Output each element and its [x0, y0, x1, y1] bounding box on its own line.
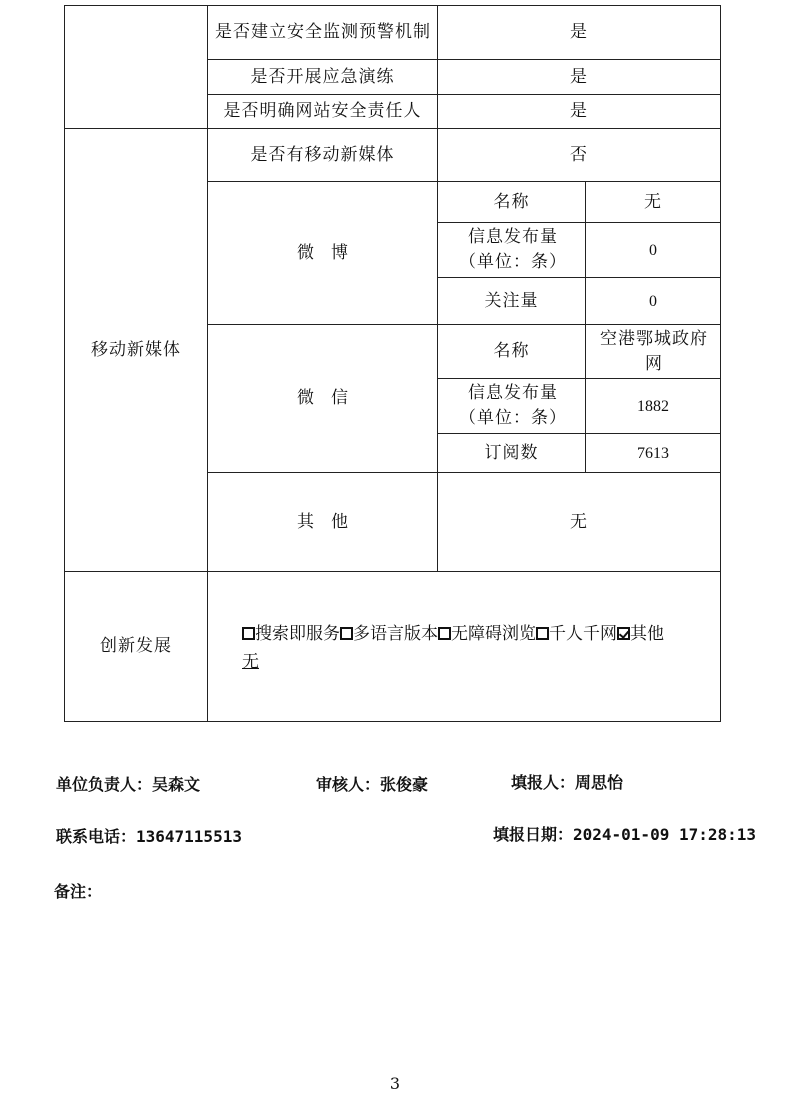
wechat-name-value: 空港鄂城政府网 — [600, 328, 708, 374]
innovation-option[interactable]: 千人千网 — [536, 624, 617, 644]
monitoring-label: 是否建立安全监测预警机制 — [215, 21, 431, 42]
responsible-value: 是 — [570, 101, 588, 121]
fill-date: 填报日期：2024-01-09 17:28:13 — [493, 825, 757, 844]
page-number: 3 — [389, 1074, 401, 1093]
weibo-posts-value: 0 — [649, 241, 657, 259]
innovation-label: 创新发展 — [100, 636, 172, 656]
contact-phone: 联系电话：13647115513 — [56, 827, 242, 846]
wechat-posts-value: 1882 — [637, 397, 669, 415]
other-media-label: 其 他 — [297, 511, 348, 532]
responsible-label: 是否明确网站安全责任人 — [223, 101, 422, 121]
reviewer: 审核人：张俊豪 — [316, 775, 429, 794]
wechat-subscribers-label: 订阅数 — [484, 442, 539, 463]
weibo-name-value: 无 — [644, 191, 662, 212]
wechat-name-label: 名称 — [493, 341, 530, 361]
has-mobile-media-value: 否 — [570, 144, 588, 165]
checkbox-icon[interactable] — [438, 627, 451, 640]
weibo-name-label: 名称 — [493, 191, 530, 212]
checkbox-icon[interactable] — [536, 627, 549, 640]
weibo-followers-value: 0 — [649, 292, 657, 310]
innovation-option[interactable]: 其他 — [617, 624, 664, 644]
unit-head: 单位负责人：吴森文 — [56, 775, 201, 794]
innovation-other-text: 无 — [242, 652, 259, 672]
drill-value: 是 — [570, 66, 588, 87]
checked-checkbox-icon[interactable] — [617, 627, 630, 640]
innovation-option[interactable]: 多语言版本 — [340, 624, 438, 644]
innovation-option[interactable]: 搜索即服务 — [242, 624, 340, 644]
innovation-options — [242, 620, 718, 676]
weibo-followers-label: 关注量 — [484, 290, 539, 311]
has-mobile-media-label: 是否有移动新媒体 — [250, 144, 395, 165]
checkbox-icon[interactable] — [242, 627, 255, 640]
other-media-value: 无 — [570, 511, 588, 532]
wechat-label: 微 信 — [297, 388, 348, 408]
remarks: 备注： — [54, 882, 103, 901]
weibo-label: 微 博 — [297, 242, 348, 263]
checkbox-icon[interactable] — [340, 627, 353, 640]
wechat-subscribers-value: 7613 — [637, 444, 669, 462]
filler: 填报人：周思怡 — [511, 773, 624, 792]
weibo-posts-label: 信息发布量（单位：条） — [459, 227, 567, 272]
monitoring-value: 是 — [570, 21, 588, 42]
drill-label: 是否开展应急演练 — [250, 66, 395, 87]
innovation-option[interactable]: 无障碍浏览 — [438, 624, 536, 644]
mobile-media-section-label: 移动新媒体 — [91, 339, 181, 360]
wechat-posts-label: 信息发布量（单位：条） — [459, 383, 567, 428]
